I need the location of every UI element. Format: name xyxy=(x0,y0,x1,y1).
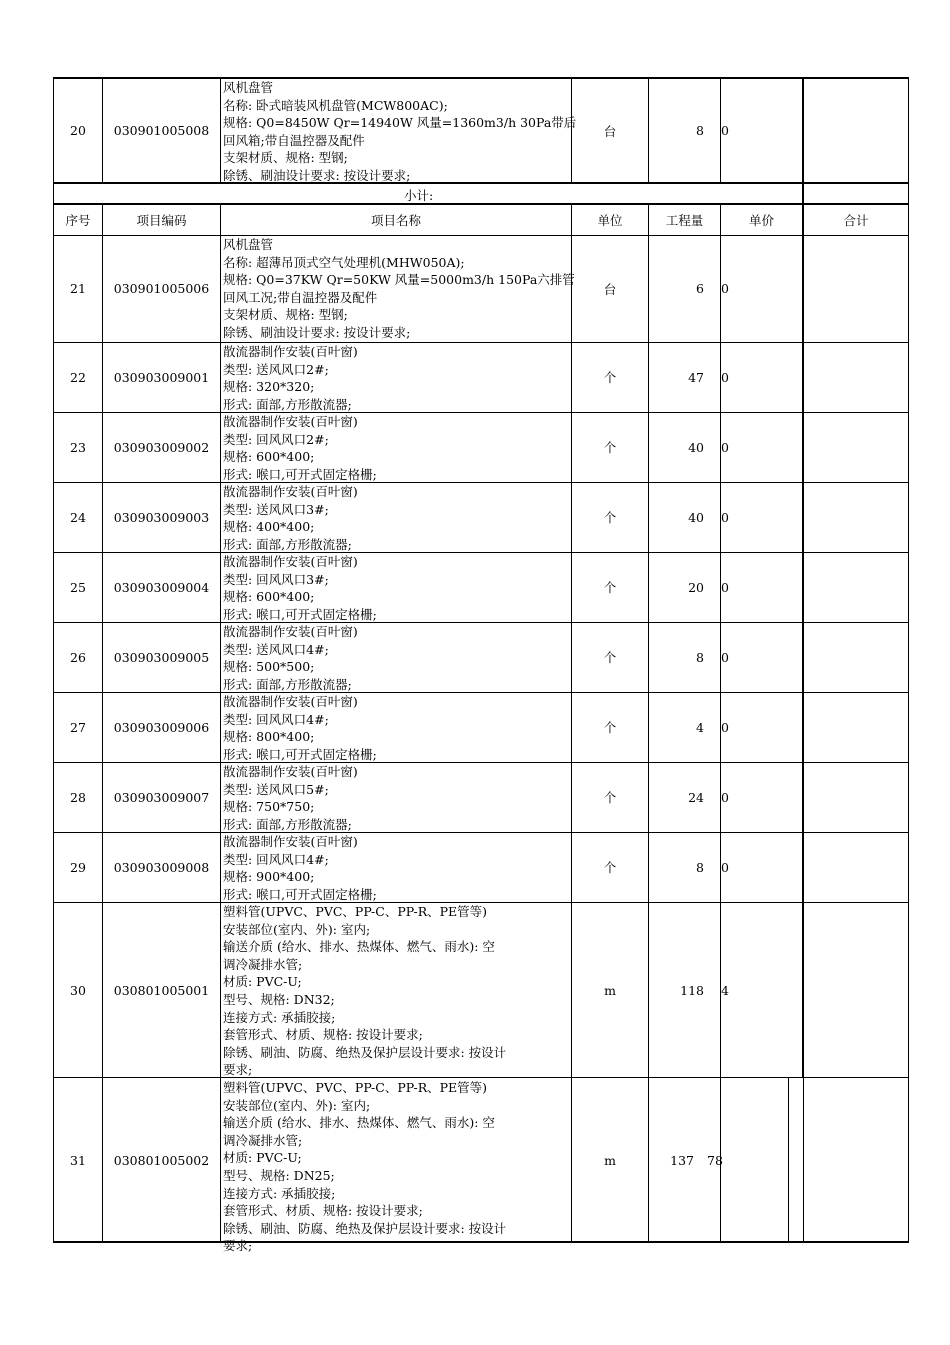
header-unit: 单位 xyxy=(572,204,649,235)
row-price: 0 xyxy=(721,342,803,412)
row-seq: 28 xyxy=(53,762,103,832)
table-row xyxy=(53,692,909,762)
row-unit: 个 xyxy=(572,622,649,692)
row-qty: 40 xyxy=(649,412,721,482)
row-qty: 8 xyxy=(649,622,721,692)
header-seq: 序号 xyxy=(53,204,103,235)
row-seq: 31 xyxy=(53,1078,103,1242)
row-total xyxy=(803,622,909,692)
header-qty: 工程量 xyxy=(649,204,721,235)
row-name: 风机盘管 名称: 卧式暗装风机盘管(MCW800AC); 规格: Q0=8450W Qr=14940W 风量=1360m3/h 30Pa带后 回风箱;带自温控器及配件 支架材质、规格: 型钢; 除锈、刷油设计要求: 按设计要求; xyxy=(223,80,577,183)
row-price: 4 xyxy=(721,902,803,1078)
row-unit: 个 xyxy=(572,762,649,832)
row-unit: 个 xyxy=(572,482,649,552)
row-unit: 个 xyxy=(572,552,649,622)
table-row xyxy=(53,412,909,482)
row-code: 030903009007 xyxy=(103,762,221,832)
row-code: 030903009002 xyxy=(103,412,221,482)
table-row xyxy=(53,235,909,342)
row-qty: 47 xyxy=(649,342,721,412)
row-name: 散流器制作安装(百叶窗) 类型: 送风风口5#; 规格: 750*750; 形式: 面部,方形散流器; xyxy=(221,762,572,832)
row-total xyxy=(803,78,909,183)
row-name: 散流器制作安装(百叶窗) 类型: 送风风口4#; 规格: 500*500; 形式: 面部,方形散流器; xyxy=(221,622,572,692)
row-qty: 8 xyxy=(649,832,721,902)
row-name: 散流器制作安装(百叶窗) 类型: 送风风口2#; 规格: 320*320; 形式: 面部,方形散流器; xyxy=(221,342,572,412)
row-seq: 27 xyxy=(53,692,103,762)
row-code: 030903009006 xyxy=(103,692,221,762)
row-total xyxy=(803,692,909,762)
row-unit: 个 xyxy=(572,692,649,762)
row-unit: m xyxy=(572,1078,649,1242)
row-code: 030901005008 xyxy=(103,78,221,183)
table-row xyxy=(53,78,909,183)
row-name: 塑料管(UPVC、PVC、PP-C、PP-R、PE管等) 安装部位(室内、外): 室内; 输送介质 (给水、排水、热煤体、燃气、雨水): 空 调冷凝排水管; 材质: PVC-U; 型号、规格: DN25; 连接方式: 承插胶接; 套管形式、材质、规格: 按设计要求; 除锈、刷油、防腐、绝热及保护层设计要求: 按设计 要求; xyxy=(221,1078,572,1242)
row-unit: m xyxy=(572,902,649,1078)
row-price: 0 xyxy=(721,235,803,342)
table-rule xyxy=(53,203,909,205)
row-unit: 个 xyxy=(572,832,649,902)
row-qty: 4 xyxy=(649,692,721,762)
row-code: 030901005006 xyxy=(103,235,221,342)
row-price: 0 xyxy=(721,692,803,762)
row-price: 78 xyxy=(707,1078,789,1242)
row-price: 0 xyxy=(721,412,803,482)
table-row xyxy=(53,342,909,412)
row-total xyxy=(803,1078,909,1242)
row-code: 030801005001 xyxy=(103,902,221,1078)
table-row xyxy=(53,482,909,552)
header-name: 项目名称 xyxy=(221,204,572,235)
row-unit: 个 xyxy=(572,342,649,412)
row-qty: 6 xyxy=(649,235,721,342)
subtotal-row xyxy=(53,183,909,204)
row-seq: 30 xyxy=(53,902,103,1078)
row-seq: 23 xyxy=(53,412,103,482)
row-total xyxy=(803,482,909,552)
row-name: 散流器制作安装(百叶窗) 类型: 回风风口2#; 规格: 600*400; 形式: 喉口,可开式固定格栅; xyxy=(221,412,572,482)
row-unit: 台 xyxy=(572,78,649,183)
row-seq: 26 xyxy=(53,622,103,692)
row-price: 0 xyxy=(721,552,803,622)
row-total xyxy=(803,902,909,1078)
row-code: 030903009008 xyxy=(103,832,221,902)
row-qty: 137 xyxy=(649,1078,721,1242)
row-name: 散流器制作安装(百叶窗) 类型: 回风风口3#; 规格: 600*400; 形式: 喉口,可开式固定格栅; xyxy=(221,552,572,622)
row-price: 0 xyxy=(721,482,803,552)
table-row xyxy=(53,762,909,832)
row-qty: 118 xyxy=(649,902,721,1078)
row-total xyxy=(803,552,909,622)
row-name: 散流器制作安装(百叶窗) 类型: 回风风口4#; 规格: 800*400; 形式: 喉口,可开式固定格栅; xyxy=(221,692,572,762)
row-name: 散流器制作安装(百叶窗) 类型: 回风风口4#; 规格: 900*400; 形式: 喉口,可开式固定格栅; xyxy=(221,832,572,902)
subtotal-label: 小计: xyxy=(404,188,434,203)
row-name: 塑料管(UPVC、PVC、PP-C、PP-R、PE管等) 安装部位(室内、外): 室内; 输送介质 (给水、排水、热煤体、燃气、雨水): 空 调冷凝排水管; 材质: PVC-U; 型号、规格: DN32; 连接方式: 承插胶接; 套管形式、材质、规格: 按设计要求; 除锈、刷油、防腐、绝热及保护层设计要求: 按设计 要求; xyxy=(221,902,572,1078)
table-row xyxy=(53,552,909,622)
row-total xyxy=(803,412,909,482)
row-seq: 21 xyxy=(53,235,103,342)
row-qty: 20 xyxy=(649,552,721,622)
row-name: 散流器制作安装(百叶窗) 类型: 送风风口3#; 规格: 400*400; 形式: 面部,方形散流器; xyxy=(221,482,572,552)
row-code: 030903009004 xyxy=(103,552,221,622)
header-total: 合计 xyxy=(803,204,909,235)
table-row xyxy=(53,832,909,902)
header-code: 项目编码 xyxy=(103,204,221,235)
row-seq: 29 xyxy=(53,832,103,902)
table-row xyxy=(53,902,909,1078)
row-total xyxy=(803,762,909,832)
header-row xyxy=(53,204,909,235)
row-qty: 24 xyxy=(649,762,721,832)
row-total xyxy=(803,342,909,412)
subtotal-cell xyxy=(53,183,803,204)
row-unit: 台 xyxy=(572,235,649,342)
table-row xyxy=(53,622,909,692)
row-qty: 8 xyxy=(649,78,721,183)
row-total xyxy=(803,235,909,342)
row-seq: 24 xyxy=(53,482,103,552)
row-code: 030903009001 xyxy=(103,342,221,412)
row-seq: 22 xyxy=(53,342,103,412)
row-price: 0 xyxy=(721,832,803,902)
row-seq: 25 xyxy=(53,552,103,622)
row-code: 030801005002 xyxy=(103,1078,221,1242)
subtotal-total xyxy=(803,183,909,204)
row-total xyxy=(803,832,909,902)
table-row xyxy=(53,1078,909,1254)
row-seq: 20 xyxy=(53,78,103,183)
row-name: 风机盘管 名称: 超薄吊顶式空气处理机(MHW050A); 规格: Q0=37KW Qr=50KW 风量=5000m3/h 150Pa六排管 回风工况;带自温控器及配件 支架材质、规格: 型钢; 除锈、刷油设计要求: 按设计要求; xyxy=(221,235,572,342)
row-qty: 40 xyxy=(649,482,721,552)
row-price: 0 xyxy=(721,78,803,183)
row-unit: 个 xyxy=(572,412,649,482)
row-price: 0 xyxy=(721,762,803,832)
row-price: 0 xyxy=(721,622,803,692)
row-code: 030903009005 xyxy=(103,622,221,692)
row-code: 030903009003 xyxy=(103,482,221,552)
header-price: 单价 xyxy=(721,204,803,235)
